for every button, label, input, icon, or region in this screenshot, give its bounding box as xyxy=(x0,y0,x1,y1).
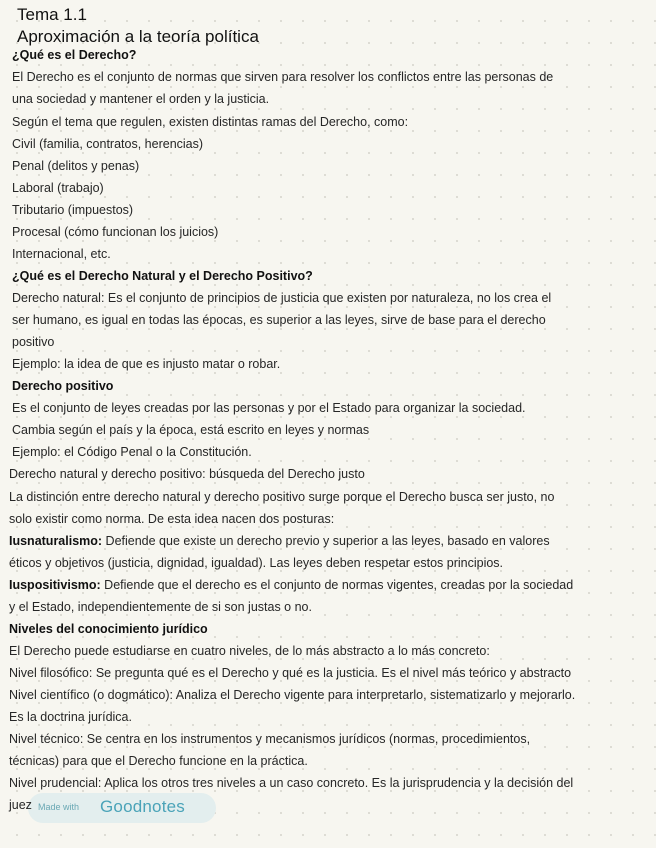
text-line xyxy=(9,577,573,593)
text-line: Nivel filosófico: Se pregunta qué es el Derecho y qué es la justicia. Es el nivel más teórico y abstracto xyxy=(9,666,572,680)
goodnotes-logo: Goodnotes xyxy=(100,797,185,816)
text-line: solo existir como norma. De esta idea nacen dos posturas: xyxy=(9,512,335,526)
list-item: Tributario (impuestos) xyxy=(12,203,134,217)
text-line xyxy=(9,533,550,549)
heading-derecho-positivo: Derecho positivo xyxy=(12,379,114,393)
term-iusnaturalismo: Iusnaturalismo: xyxy=(9,534,103,548)
text-line: Ejemplo: el Código Penal o la Constitución. xyxy=(12,445,252,459)
text-line: Según el tema que regulen, existen distintas ramas del Derecho, como: xyxy=(12,115,409,129)
heading-natural-positivo: ¿Qué es el Derecho Natural y el Derecho Positivo? xyxy=(12,269,313,283)
list-item: Penal (delitos y penas) xyxy=(12,159,140,173)
text-line: Es el conjunto de leyes creadas por las personas y por el Estado para organizar la sociedad. xyxy=(12,401,526,415)
page-title: Aproximación a la teoría política xyxy=(17,27,259,46)
section-title: Derecho natural y derecho positivo: búsqueda del Derecho justo xyxy=(9,467,365,481)
text-line: técnicas) para que el Derecho funcione en la práctica. xyxy=(9,754,308,768)
list-item: Civil (familia, contratos, herencias) xyxy=(12,137,204,151)
text-line: ser humano, es igual en todas las épocas, es superior a las leyes, sirve de base para el derecho xyxy=(12,313,546,327)
text-line: Nivel prudencial: Aplica los otros tres niveles a un caso concreto. Es la jurisprudencia y la decisión del xyxy=(9,776,574,790)
text-line: Derecho natural: Es el conjunto de principios de justicia que existen por naturaleza, no los crea el xyxy=(12,291,552,305)
made-with-goodnotes-badge[interactable] xyxy=(28,793,216,823)
heading-niveles: Niveles del conocimiento jurídico xyxy=(9,622,208,636)
text-line: Ejemplo: la idea de que es injusto matar o robar. xyxy=(12,357,281,371)
badge-prefix: Made with xyxy=(38,802,80,812)
text-line: El Derecho es el conjunto de normas que sirven para resolver los conflictos entre las personas de xyxy=(12,70,554,84)
topic-number: Tema 1.1 xyxy=(17,5,87,24)
list-item: Procesal (cómo funcionan los juicios) xyxy=(12,225,219,239)
text-line: La distinción entre derecho natural y derecho positivo surge porque el Derecho busca ser justo, no xyxy=(9,490,555,504)
text-line: Cambia según el país y la época, está escrito en leyes y normas xyxy=(12,423,370,437)
list-item: Internacional, etc. xyxy=(12,247,111,261)
text-line: Nivel científico (o dogmático): Analiza el Derecho vigente para interpretarlo, sistematizarlo y mejorarlo. xyxy=(9,688,576,702)
text-line: una sociedad y mantener el orden y la justicia. xyxy=(12,92,270,106)
text-line: juez xyxy=(9,798,32,812)
definition-text: Defiende que el derecho es el conjunto de normas vigentes, creadas por la sociedad xyxy=(100,578,574,592)
text-line: Nivel técnico: Se centra en los instrumentos y mecanismos jurídicos (normas, procedimientos, xyxy=(9,732,531,746)
text-line: éticos y objetivos (justicia, dignidad, igualdad). Las leyes deben respetar estos principios. xyxy=(9,556,504,570)
heading-que-es-derecho: ¿Qué es el Derecho? xyxy=(12,48,137,62)
definition-text: Defiende que existe un derecho previo y superior a las leyes, basado en valores xyxy=(102,534,550,548)
text-line: Es la doctrina jurídica. xyxy=(9,710,132,724)
list-item: Laboral (trabajo) xyxy=(12,181,104,195)
text-line: positivo xyxy=(12,335,55,349)
text-line: y el Estado, independientemente de si son justas o no. xyxy=(9,600,312,614)
term-iuspositivismo: Iuspositivismo: xyxy=(9,578,101,592)
text-line: El Derecho puede estudiarse en cuatro niveles, de lo más abstracto a lo más concreto: xyxy=(9,644,490,658)
